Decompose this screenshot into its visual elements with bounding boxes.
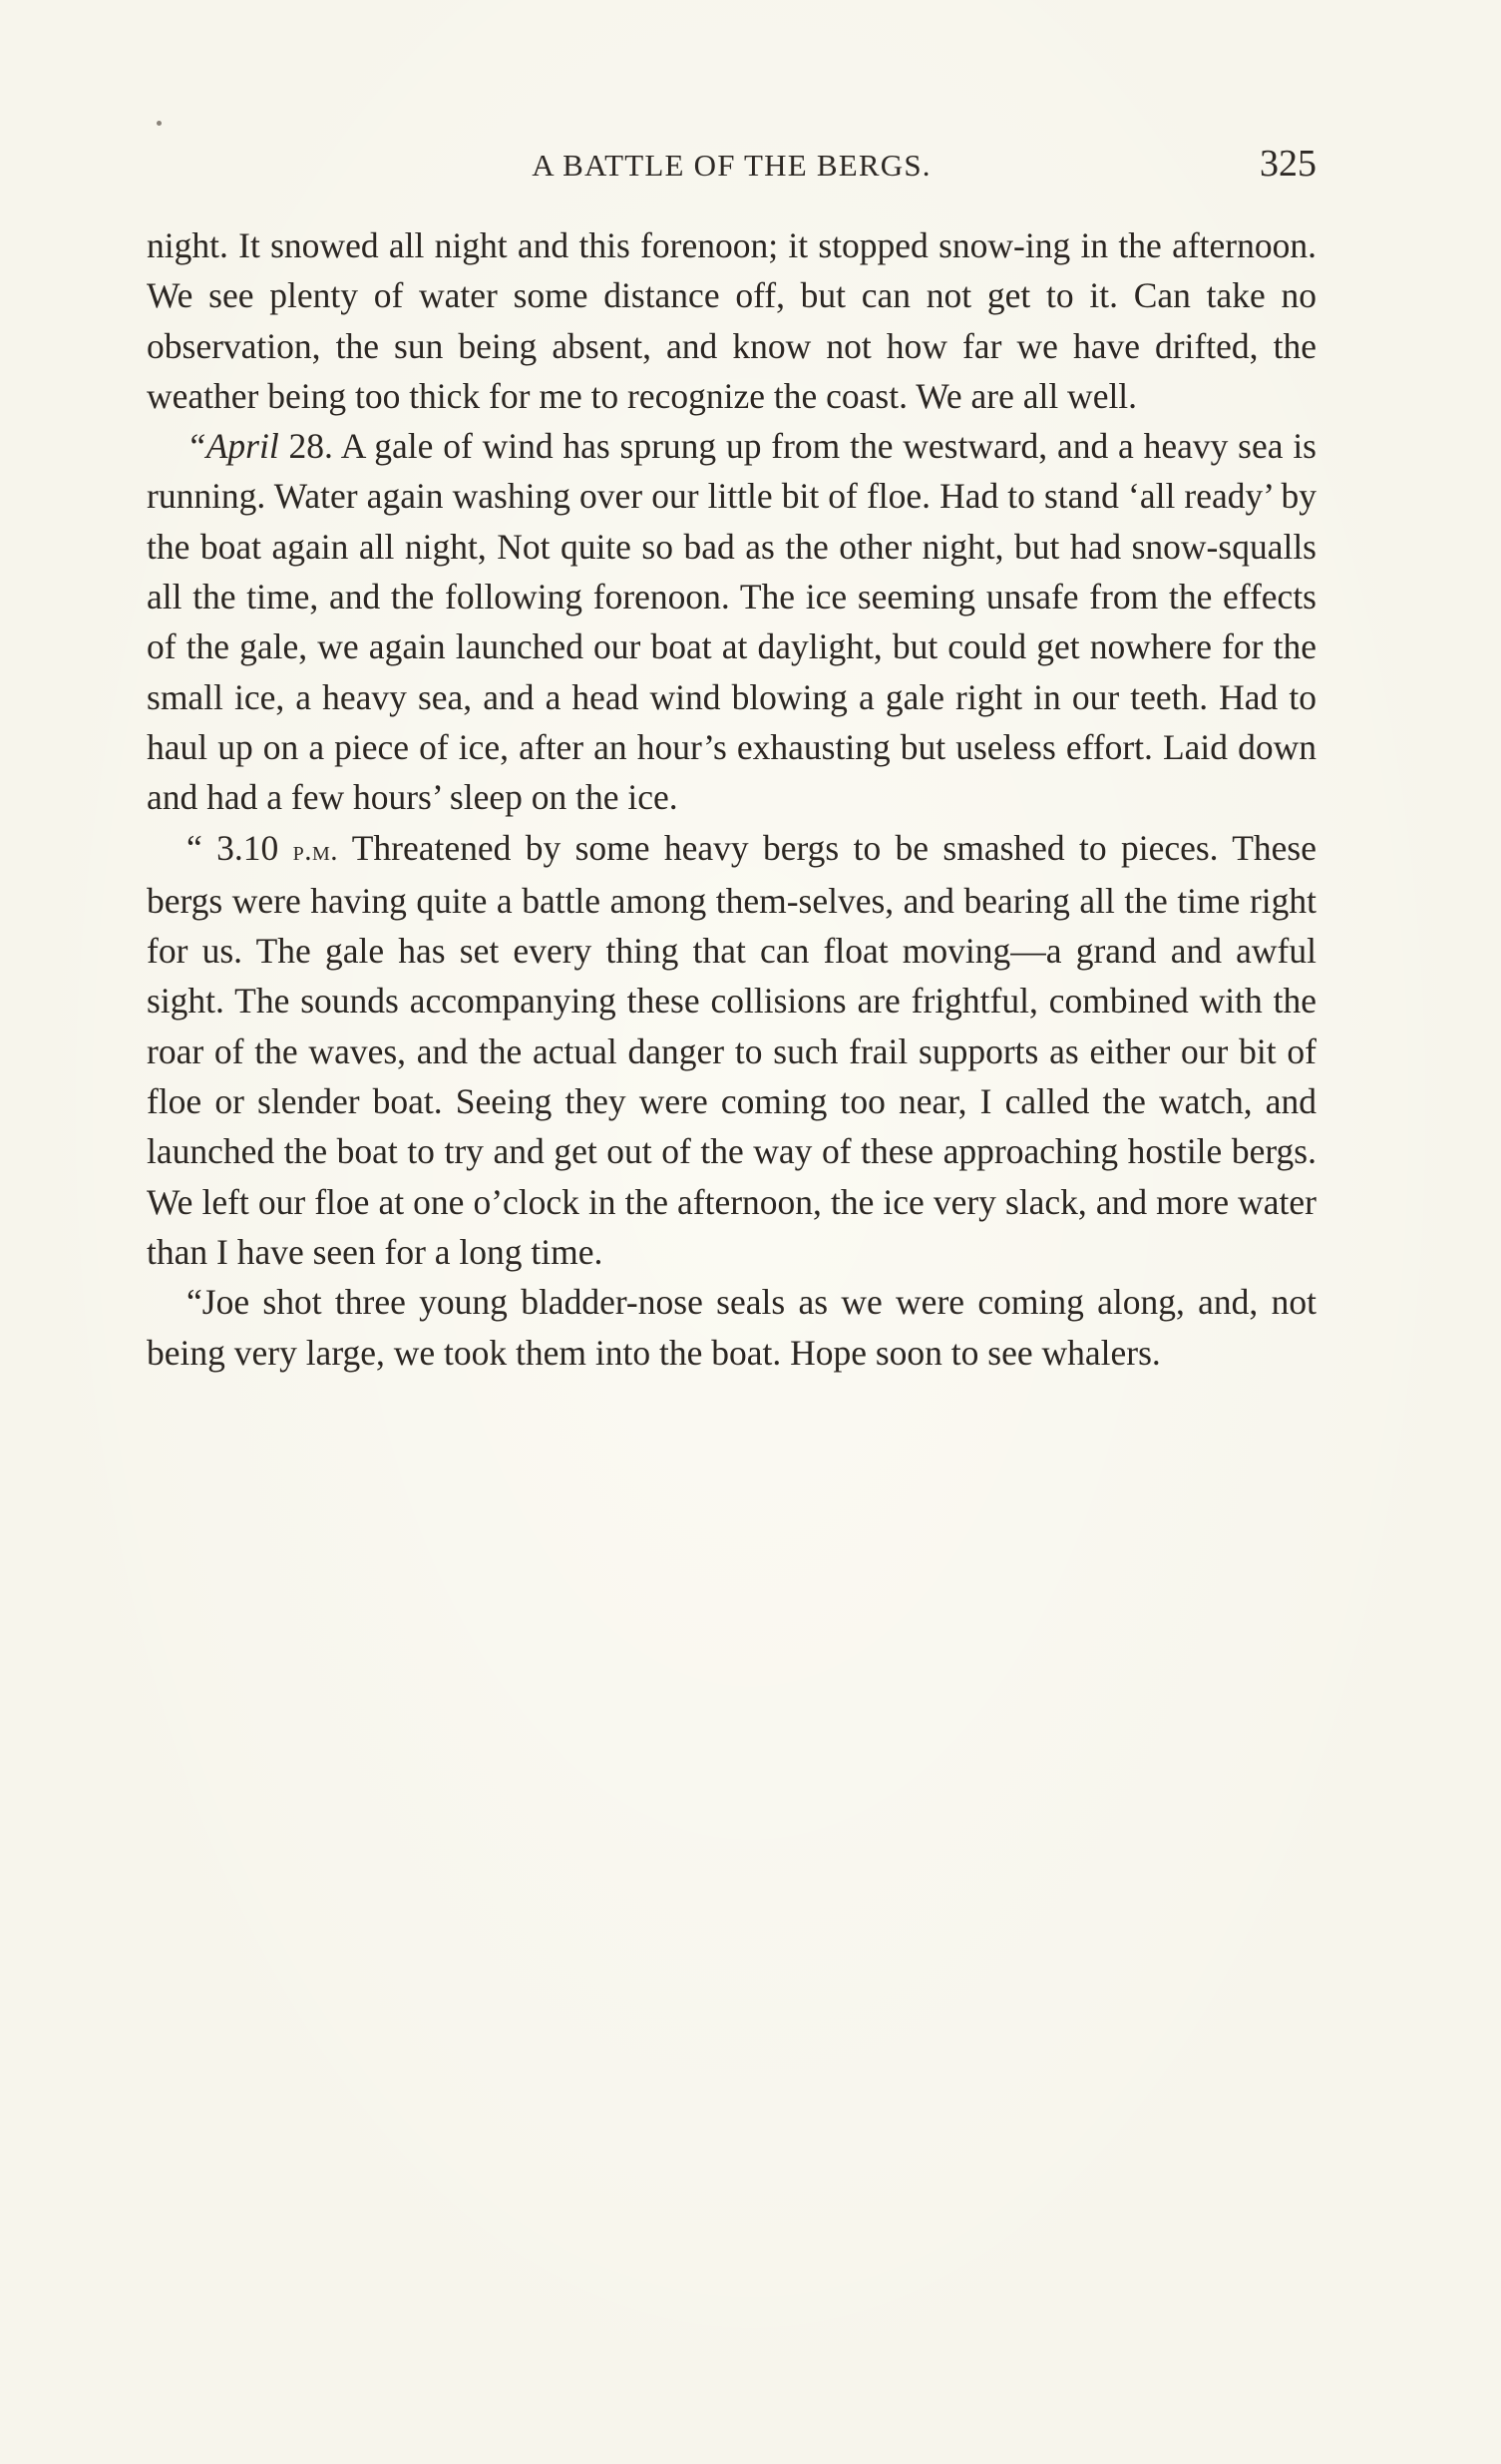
paragraph-2-date: “April bbox=[187, 426, 279, 467]
paragraph-3-text: Threatened by some heavy bergs to be smashed to pieces. These bergs were having quite a battle among them-selves, and bearing all the time right for us. The gale has set every thing that can float moving—a grand and awful sight. The sounds accompanying these collisions are frightful, combined with the roar of the waves, and the actual danger to such frail supports as either our bit of floe or slender boat. Seeing they were coming too near, I called the watch, and launched the boat to try and get out of the way of these approaching hostile bergs. We left our floe at one o’clock in the afternoon, the ice very slack, and more water than I have seen for a long time. bbox=[147, 827, 1316, 1272]
paragraph-1-text: night. It snowed all night and this forenoon; it stopped snow-ing in the afternoon. We see plenty of water some distance off, but can not get to it. Can take no observation, the sun being absent, and know not how far we have drifted, the weather being too thick for me to recognize the coast. We are all well. bbox=[147, 225, 1316, 416]
paragraph-2-text: 28. A gale of wind has sprung up from the westward, and a heavy sea is running. Water again washing over our little bit of floe. Had to stand ‘all ready’ by the boat again all night, Not quite so bad as the other night, but had snow-squalls all the time, and the following forenoon. The ice seeming unsafe from the effects of the gale, we again launched our boat at daylight, but could get nowhere for the small ice, a heavy sea, and a head wind blowing a gale right in our teeth. Had to haul up on a piece of ice, after an hour’s exhausting but useless effort. Laid down and had a few hours’ sleep on the ice. bbox=[147, 426, 1316, 818]
page-number: 325 bbox=[1260, 143, 1316, 185]
ink-speck bbox=[157, 121, 162, 126]
running-title: A BATTLE OF THE BERGS. bbox=[532, 148, 932, 183]
paragraph-4-text: “Joe shot three young bladder-nose seals as we were coming along, and, not being very large, we took them into the boat. Hope soon to see whalers. bbox=[147, 1282, 1316, 1373]
paragraph-4 bbox=[147, 1277, 1316, 1378]
paragraph-3 bbox=[147, 823, 1316, 1278]
running-head bbox=[147, 140, 1316, 190]
paragraph-3-time: “ 3.10 bbox=[187, 827, 293, 868]
body-text bbox=[147, 220, 1316, 1378]
paragraph-3-meridiem: p.m. bbox=[292, 834, 339, 867]
paragraph-2 bbox=[147, 421, 1316, 822]
paragraph-1 bbox=[147, 220, 1316, 421]
